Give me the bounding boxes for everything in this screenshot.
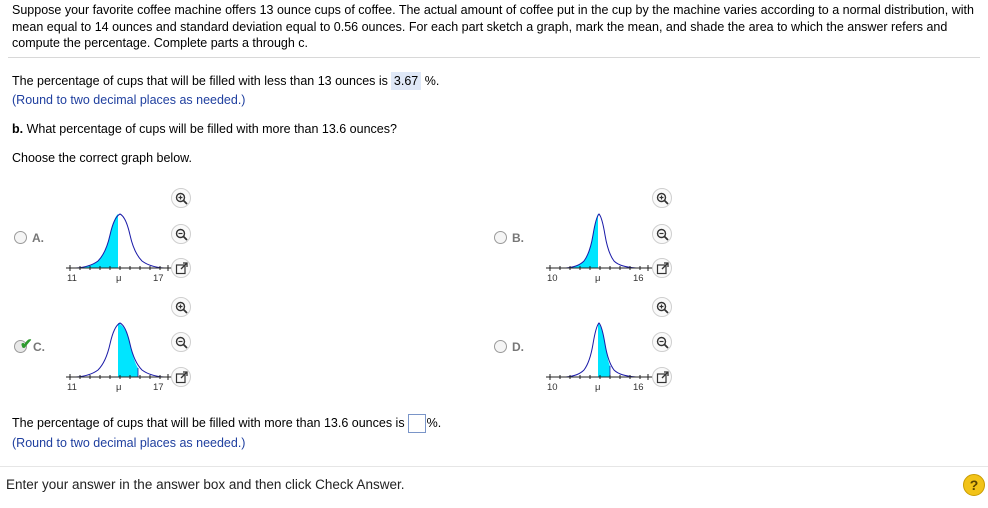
option-b-radio[interactable]	[494, 231, 507, 244]
graph-a-svg	[62, 205, 182, 285]
open-new-window-icon	[656, 371, 669, 384]
part-b-round-note: (Round to two decimal places as needed.)	[12, 436, 246, 450]
part-a-answer-suffix: %.	[424, 74, 440, 88]
divider	[8, 57, 980, 58]
footer-divider	[0, 466, 988, 467]
part-b-answer-prefix: The percentage of cups that will be filled with more than 13.6 ounces is	[12, 415, 405, 430]
choose-graph-prompt: Choose the correct graph below.	[12, 151, 192, 165]
part-b-question-text: What percentage of cups will be filled with more than 13.6 ounces?	[26, 122, 397, 136]
help-button[interactable]	[963, 474, 985, 496]
graph-c-zoom-in-button[interactable]	[171, 297, 191, 317]
zoom-in-icon	[656, 301, 669, 314]
option-c-graph	[62, 314, 182, 397]
option-d[interactable]	[494, 340, 507, 353]
zoom-out-icon	[656, 228, 669, 241]
part-b-answer-suffix: %.	[426, 415, 442, 430]
graph-b-zoom-in-button[interactable]	[652, 188, 672, 208]
graph-c-open-window-button[interactable]	[171, 367, 191, 387]
part-a-answer-prefix: The percentage of cups that will be filled with less than 13 ounces is	[12, 74, 388, 88]
graph-d-tick-mu: μ	[595, 382, 601, 393]
graph-b-tick-mu: μ	[595, 273, 601, 284]
option-a[interactable]	[14, 231, 27, 244]
part-b-answer-input[interactable]	[408, 414, 426, 433]
zoom-out-icon	[656, 336, 669, 349]
option-c-label[interactable]: C.	[33, 340, 45, 354]
option-b[interactable]	[494, 231, 507, 244]
graph-a-open-window-button[interactable]	[171, 258, 191, 278]
graph-a-curve	[68, 214, 170, 268]
graph-d-tick-right: 16	[633, 382, 644, 393]
graph-b-svg	[542, 205, 662, 285]
graph-c-tick-mu: μ	[116, 382, 122, 393]
part-b-label: b.	[12, 122, 24, 136]
graph-b-zoom-out-button[interactable]	[652, 224, 672, 244]
open-new-window-icon	[175, 262, 188, 275]
checkmark-icon: ✔	[20, 336, 33, 353]
open-new-window-icon	[175, 371, 188, 384]
graph-a-tick-mu: μ	[116, 273, 122, 284]
option-a-label[interactable]: A.	[32, 231, 44, 245]
graph-a-shade	[70, 214, 118, 268]
graph-c-tick-right: 17	[153, 382, 164, 393]
graph-a-zoom-out-button[interactable]	[171, 224, 191, 244]
graph-a-tick-left: 11	[67, 273, 77, 284]
graph-d-open-window-button[interactable]	[652, 367, 672, 387]
part-b-question	[12, 121, 397, 137]
graph-d-svg	[542, 314, 662, 394]
option-d-graph	[542, 314, 662, 397]
graph-c-zoom-out-button[interactable]	[171, 332, 191, 352]
option-a-graph	[62, 205, 182, 288]
graph-d-zoom-in-button[interactable]	[652, 297, 672, 317]
graph-d-tick-left: 10	[547, 382, 558, 393]
graph-c-tick-left: 11	[67, 382, 77, 393]
option-a-radio[interactable]	[14, 231, 27, 244]
part-a-answer-line	[12, 72, 439, 90]
graph-b-curve	[548, 214, 650, 268]
part-b-answer-line	[12, 414, 441, 433]
graph-a-zoom-in-button[interactable]	[171, 188, 191, 208]
zoom-in-icon	[175, 192, 188, 205]
zoom-out-icon	[175, 336, 188, 349]
footer-instruction: Enter your answer in the answer box and then click Check Answer.	[6, 477, 405, 492]
option-d-label[interactable]: D.	[512, 340, 524, 354]
zoom-in-icon	[656, 192, 669, 205]
option-b-label[interactable]: B.	[512, 231, 524, 245]
graph-d-zoom-out-button[interactable]	[652, 332, 672, 352]
graph-c-svg	[62, 314, 182, 394]
help-icon: ?	[969, 477, 979, 493]
zoom-in-icon	[175, 301, 188, 314]
graph-a-tick-right: 17	[153, 273, 164, 284]
part-a-answer-value: 3.67	[391, 72, 421, 90]
problem-statement: Suppose your favorite coffee machine offers 13 ounce cups of coffee. The actual amount of coffee put in the cup by the machine varies according to a normal distribution, with mean equal to 14 ounces and standard deviation equal to 0.56 ounces. For each part sketch a graph, mark the mean, and shade the area to which the answer refers and compute the percentage. Complete parts a through c.	[12, 3, 974, 50]
part-a-round-note: (Round to two decimal places as needed.)	[12, 93, 246, 107]
graph-b-open-window-button[interactable]	[652, 258, 672, 278]
option-d-radio[interactable]	[494, 340, 507, 353]
option-b-graph	[542, 205, 662, 288]
graph-b-tick-left: 10	[547, 273, 558, 284]
graph-b-tick-right: 16	[633, 273, 644, 284]
open-new-window-icon	[656, 262, 669, 275]
zoom-out-icon	[175, 228, 188, 241]
